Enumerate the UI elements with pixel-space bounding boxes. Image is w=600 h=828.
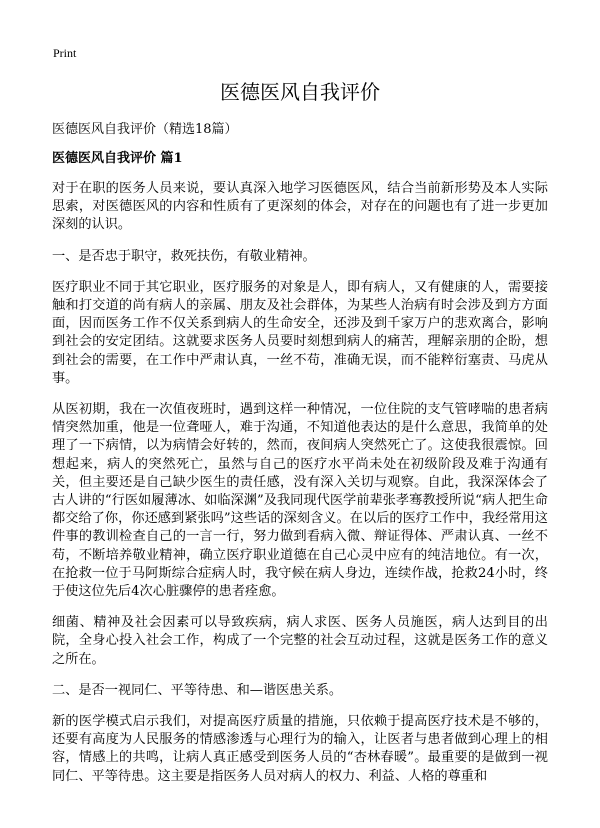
paragraph-medical-profession: 医疗职业不同于其它职业，医疗服务的对象是人，即有病人，又有健康的人，需要接触和打交道的尚有病人的亲属、朋友及社会群体，为某些人治病有时会涉及到方方面面，因而医务工作不仅关系到病人的生命安全，还涉及到千家万户的悲欢离合，影响到社会的安定团结。这就要求医务人员要时刻想到病人的痛苦，理解亲朋的企盼，想到社会的需要，在工作中严肃认真，一丝不苟，准确无误，而不能粹衍塞责、马虎从事。 — [52, 279, 548, 386]
section-heading: 医德医风自我评价 篇1 — [52, 151, 183, 166]
document-subtitle: 医德医风自我评价（精选18篇） — [52, 122, 238, 137]
paragraph-early-career: 从医初期，我在一次值夜班时，遇到这样一种情况，一位住院的支气管哮喘的患者病情突然加重，他是一位聋哑人，难于沟通，不知道他表达的是什么意思，我简单的处理了一下病情，以为病情会好转的，然而，夜间病人突然死亡了。这使我很震惊。回想起来，病人的突然死亡，虽然与自己的医疗水平尚未处在初级阶段及难于沟通有关，但主要还是自己缺少医生的责任感，没有深入关切与观察。自此，我深深体会了古人讲的“行医如履薄冰、如临深渊”及我同现代医学前辈张孝骞教授所说“病人把生命都交给了你，你还感到紧张吗”这些话的深刻含义。在以后的医疗工作中，我经常用这件事的教训检查自己的一言一行，努力做到看病入微、辩证得体、严肃认真、一丝不苟，不断培养敬业精神，确立医疗职业道德在自己心灵中应有的纯洁地位。有一次，在抢救一位于马阿斯综合症病人时，我守候在病人身边，连续作战，抢救24小时，终于使这位先后4次心脏骤停的患者痊愈。 — [52, 402, 548, 600]
paragraph-medical-model: 新的医学模式启示我们，对提高医疗质量的措施，只依赖于提高医疗技术是不够的，还要有高度为人民服务的情感渗透与心理行为的输入，让医者与患者做到心理上的相容，情感上的共鸣，让病人真正感受到医务人员的“杏林春暖”。最重要的是做到一视同仁、平等待患。这主要是指医务人员对病人的权力、利益、人格的尊重和 — [52, 714, 548, 784]
paragraph-social-factors: 细菌、精神及社会因素可以导致疾病，病人求医、医务人员施医，病人达到目的出院，全身心投入社会工作，构成了一个完整的社会互动过程，这就是医务工作的意义之所在。 — [52, 615, 548, 667]
document-title: 医德医风自我评价 — [220, 80, 380, 104]
print-link[interactable]: Print — [53, 46, 77, 60]
paragraph-intro: 对于在职的医务人员来说，要认真深入地学习医德医风，结合当前新形势及本人实际思索，对医德医风的内容和性质有了更深刻的体会，对存在的问题也有了进一步更加深刻的认识。 — [52, 181, 548, 233]
document-body — [52, 180, 548, 799]
paragraph-point-2-heading: 二、是否一视同仁、平等待患、和—谐医患关系。 — [52, 682, 343, 698]
paragraph-point-1-heading: 一、是否忠于职守，救死扶伤，有敬业精神。 — [52, 248, 316, 264]
